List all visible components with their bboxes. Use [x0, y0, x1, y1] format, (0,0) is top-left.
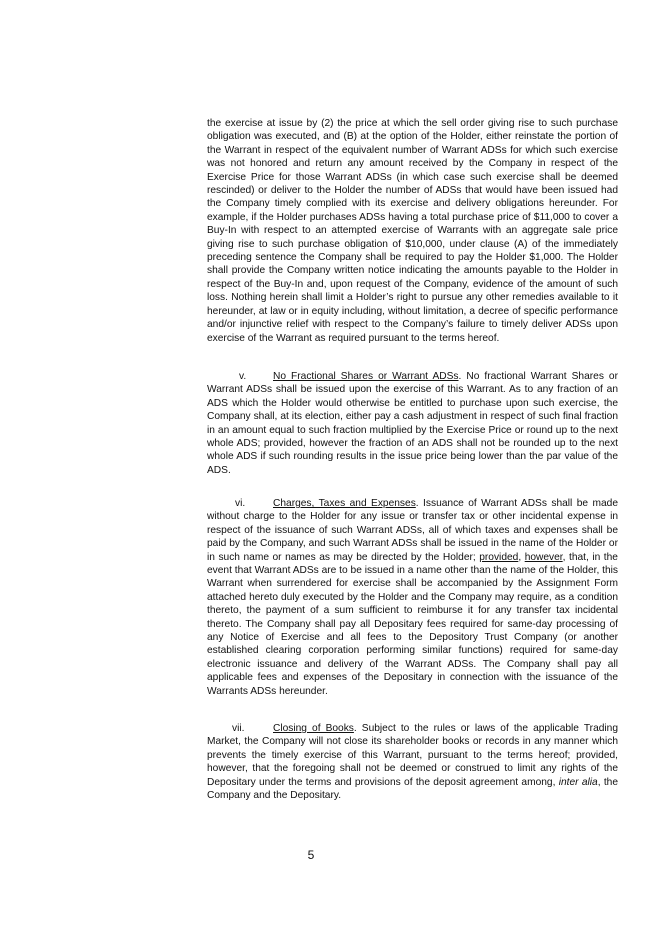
- section-vii-inter-alia: inter alia: [558, 776, 598, 788]
- section-vi-heading: Charges, Taxes and Expenses: [273, 498, 416, 509]
- section-v-number: v.: [239, 371, 247, 382]
- section-vi-comma: ,: [518, 551, 525, 563]
- section-vii-number: vii.: [232, 723, 245, 734]
- section-vi-text-1: . Issuance of Warrant ADSs shall be made without charge to the Holder for any issue or transfer tax or other incidental expense in respect of the issuance of such Warrant ADSs, all of which taxes and expenses shall be paid by the Company, and such Warrant ADSs shall be issued in the name of the Holder or in such name or names as may be directed by the Holder;: [207, 498, 618, 563]
- section-vi-however: however: [524, 551, 563, 563]
- section-vi-provided: provided: [479, 551, 519, 563]
- section-v-text: . No fractional Warrant Shares or Warrant ADSs shall be issued upon the exercise of this Warrant. As to any fraction of an ADS which the Holder would otherwise be entitled to purchase upon such exercise, the Company shall, at its election, either pay a cash adjustment in respect of such final fraction in an amount equal to such fraction multiplied by the Exercise Price or round up to the next whole ADS; provided, however the fraction of an ADS shall not be rounded up to the next whole ADS if such rounding results in the issue price being lower than the par value of the ADS.: [207, 371, 618, 476]
- section-v-heading: No Fractional Shares or Warrant ADSs: [273, 371, 459, 382]
- section-vi-number: vi.: [235, 498, 246, 509]
- page-number: 5: [307, 848, 315, 862]
- section-vii-text-2: , the Company and the Depositary.: [207, 776, 618, 802]
- section-vi-paragraph: [207, 497, 618, 698]
- section-vii-heading: Closing of Books: [273, 723, 354, 734]
- section-vii-text-1: . Subject to the rules or laws of the applicable Trading Market, the Company will not close its shareholder books or records in any manner which prevents the timely exercise of this Warrant, pursuant to the terms hereof; provided, however, that the foregoing shall not be deemed or construed to limit any rights of the Depositary under the terms and provisions of the deposit agreement among,: [207, 723, 618, 788]
- section-vi-text-2: , that, in the event that Warrant ADSs are to be issued in a name other than the name of the Holder, this Warrant when surrendered for exercise shall be accompanied by the Assignment Form attached hereto duly executed by the Holder and the Company may require, as a condition thereto, the payment of a sum sufficient to reimburse it for any transfer tax incidental thereto. The Company shall pay all Depositary fees required for same-day processing of any Notice of Exercise and all fees to the Depository Trust Company (or another established clearing corporation performing similar functions) required for same-day electronic issuance and delivery of the Warrant ADSs. The Company shall pay all applicable fees and expenses of the Depositary in connection with the issuance of the Warrants ADSs hereunder.: [207, 551, 618, 697]
- paragraph-continuation: the exercise at issue by (2) the price at which the sell order giving rise to such purchase obligation was executed, and (B) at the option of the Holder, either reinstate the portion of the Warrant in respect of the equivalent number of Warrant ADSs for which such exercise was not honored and return any amount received by the Company in respect of the Exercise Price for those Warrant ADSs (in which case such exercise shall be deemed rescinded) or deliver to the Holder the number of ADSs that would have been issued had the Company timely complied with its exercise and delivery obligations hereunder. For example, if the Holder purchases ADSs having a total purchase price of $11,000 to cover a Buy-In with respect to an attempted exercise of Warrants with an aggregate sale price giving rise to such purchase obligation of $10,000, under clause (A) of the immediately preceding sentence the Company shall be required to pay the Holder $1,000. The Holder shall provide the Company written notice indicating the amounts payable to the Holder in respect of the Buy-In and, upon request of the Company, evidence of the amount of such loss. Nothing herein shall limit a Holder’s right to pursue any other remedies available to it hereunder, at law or in equity including, without limitation, a decree of specific performance and/or injunctive relief with respect to the Company’s failure to timely deliver ADSs upon exercise of the Warrant as required pursuant to the terms hereof.: [207, 118, 618, 344]
- section-vii-paragraph: [207, 722, 618, 802]
- section-v-paragraph: [207, 370, 618, 477]
